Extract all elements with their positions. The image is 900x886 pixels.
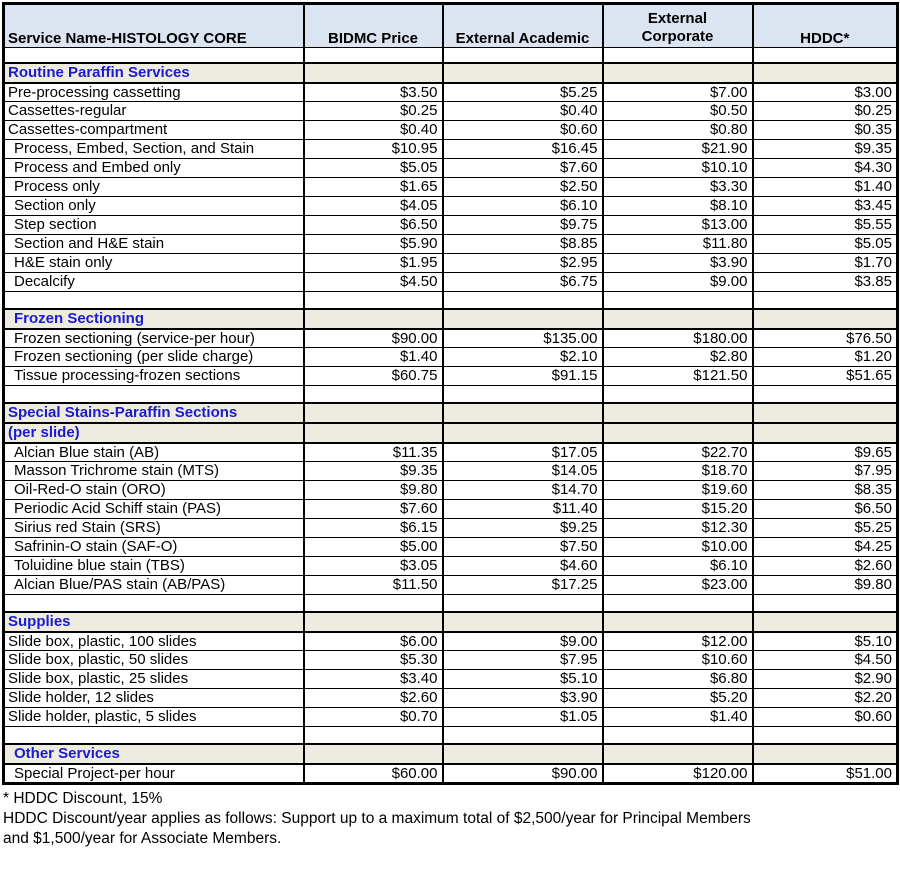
service-name-cell: Toluidine blue stain (TBS) (4, 557, 304, 576)
empty-cell (304, 744, 443, 764)
price-cell: $6.10 (443, 197, 603, 216)
table-row (4, 764, 898, 784)
price-cell: $14.05 (443, 462, 603, 481)
price-cell: $11.35 (304, 443, 443, 462)
price-cell: $0.25 (304, 102, 443, 121)
price-cell: $0.25 (753, 102, 898, 121)
table-row (4, 273, 898, 292)
price-cell: $0.40 (443, 102, 603, 121)
price-cell: $8.10 (603, 197, 753, 216)
price-cell: $3.85 (753, 273, 898, 292)
price-cell: $7.50 (443, 538, 603, 557)
price-cell: $2.95 (443, 254, 603, 273)
price-cell: $1.40 (304, 348, 443, 367)
service-name-cell: Tissue processing-frozen sections (4, 367, 304, 386)
empty-cell (603, 612, 753, 632)
empty-cell (753, 612, 898, 632)
price-cell: $9.35 (304, 462, 443, 481)
column-header-service-name (4, 4, 304, 48)
empty-cell (443, 595, 603, 612)
price-cell: $5.25 (443, 83, 603, 102)
table-row (4, 216, 898, 235)
empty-cell (753, 309, 898, 329)
price-cell: $10.60 (603, 651, 753, 670)
price-cell: $9.35 (753, 140, 898, 159)
table-body (4, 48, 898, 784)
price-cell: $12.00 (603, 632, 753, 651)
service-name-cell: Pre-processing cassetting (4, 83, 304, 102)
price-cell: $8.35 (753, 481, 898, 500)
empty-cell (603, 403, 753, 423)
table-row (4, 254, 898, 273)
table-row (4, 481, 898, 500)
empty-cell (603, 63, 753, 83)
price-cell: $2.80 (603, 348, 753, 367)
section-header-row (4, 63, 898, 83)
section-title-cell: Other Services (4, 744, 304, 764)
column-header-bidmc-price-label: BIDMC Price (327, 29, 419, 47)
section-title-cell: (per slide) (4, 423, 304, 443)
price-cell: $1.05 (443, 708, 603, 727)
price-cell: $51.65 (753, 367, 898, 386)
price-cell: $0.40 (304, 121, 443, 140)
empty-cell (603, 386, 753, 403)
price-cell: $1.20 (753, 348, 898, 367)
empty-cell (4, 386, 304, 403)
table-row (4, 557, 898, 576)
empty-cell (603, 48, 753, 63)
empty-cell (603, 727, 753, 744)
section-header-row (4, 423, 898, 443)
price-cell: $0.70 (304, 708, 443, 727)
empty-cell (443, 48, 603, 63)
price-cell: $10.95 (304, 140, 443, 159)
empty-cell (443, 423, 603, 443)
price-cell: $4.50 (753, 651, 898, 670)
price-cell: $2.60 (304, 689, 443, 708)
price-cell: $5.00 (304, 538, 443, 557)
section-header-row (4, 612, 898, 632)
table-row (4, 500, 898, 519)
price-cell: $2.50 (443, 178, 603, 197)
table-row (4, 708, 898, 727)
section-header-row (4, 403, 898, 423)
price-cell: $3.90 (603, 254, 753, 273)
price-cell: $90.00 (443, 764, 603, 784)
empty-cell (753, 63, 898, 83)
empty-cell (304, 63, 443, 83)
empty-cell (603, 744, 753, 764)
table-row (4, 178, 898, 197)
section-title-cell: Routine Paraffin Services (4, 63, 304, 83)
empty-cell (603, 423, 753, 443)
service-name-cell: Special Project-per hour (4, 764, 304, 784)
price-cell: $6.50 (304, 216, 443, 235)
price-cell: $1.40 (753, 178, 898, 197)
price-cell: $9.80 (304, 481, 443, 500)
price-cell: $60.75 (304, 367, 443, 386)
service-name-cell: Masson Trichrome stain (MTS) (4, 462, 304, 481)
empty-cell (443, 292, 603, 309)
price-cell: $9.00 (443, 632, 603, 651)
price-cell: $5.90 (304, 235, 443, 254)
price-cell: $10.10 (603, 159, 753, 178)
price-cell: $5.30 (304, 651, 443, 670)
price-cell: $15.20 (603, 500, 753, 519)
empty-cell (304, 309, 443, 329)
table-row (4, 83, 898, 102)
price-cell: $4.05 (304, 197, 443, 216)
price-cell: $0.60 (753, 708, 898, 727)
section-header-row (4, 309, 898, 329)
price-cell: $3.40 (304, 670, 443, 689)
spacer-row (4, 386, 898, 403)
table-row (4, 235, 898, 254)
price-cell: $0.35 (753, 121, 898, 140)
column-header-service-name-label: Service Name-HISTOLOGY CORE (8, 29, 247, 47)
price-cell: $9.80 (753, 576, 898, 595)
service-name-cell: Safrinin-O stain (SAF-O) (4, 538, 304, 557)
empty-cell (753, 292, 898, 309)
table-header (4, 4, 898, 48)
price-cell: $6.50 (753, 500, 898, 519)
empty-cell (753, 386, 898, 403)
empty-cell (443, 309, 603, 329)
service-name-cell: Process and Embed only (4, 159, 304, 178)
price-cell: $5.25 (753, 519, 898, 538)
empty-cell (753, 744, 898, 764)
service-name-cell: Cassettes-regular (4, 102, 304, 121)
column-header-external-corporate (603, 4, 753, 48)
empty-cell (4, 595, 304, 612)
column-header-external-academic (443, 4, 603, 48)
price-cell: $5.55 (753, 216, 898, 235)
service-name-cell: Alcian Blue stain (AB) (4, 443, 304, 462)
price-cell: $1.70 (753, 254, 898, 273)
price-cell: $2.90 (753, 670, 898, 689)
price-cell: $11.50 (304, 576, 443, 595)
price-cell: $5.05 (304, 159, 443, 178)
histology-core-price-table (2, 2, 899, 785)
empty-cell (304, 595, 443, 612)
price-cell: $7.60 (304, 500, 443, 519)
price-cell: $0.50 (603, 102, 753, 121)
price-cell: $90.00 (304, 329, 443, 348)
price-cell: $7.95 (443, 651, 603, 670)
table-row (4, 140, 898, 159)
service-name-cell: Oil-Red-O stain (ORO) (4, 481, 304, 500)
price-cell: $6.00 (304, 632, 443, 651)
table-row (4, 462, 898, 481)
price-cell: $7.00 (603, 83, 753, 102)
price-cell: $3.05 (304, 557, 443, 576)
table-row (4, 519, 898, 538)
empty-cell (304, 423, 443, 443)
spacer-row (4, 292, 898, 309)
price-cell: $9.75 (443, 216, 603, 235)
empty-cell (603, 309, 753, 329)
price-cell: $3.00 (753, 83, 898, 102)
spacer-row (4, 595, 898, 612)
price-cell: $76.50 (753, 329, 898, 348)
price-cell: $4.30 (753, 159, 898, 178)
price-cell: $91.15 (443, 367, 603, 386)
service-name-cell: Step section (4, 216, 304, 235)
empty-cell (443, 612, 603, 632)
price-cell: $4.50 (304, 273, 443, 292)
price-cell: $2.10 (443, 348, 603, 367)
empty-cell (304, 612, 443, 632)
empty-cell (603, 595, 753, 612)
service-name-cell: Sirius red Stain (SRS) (4, 519, 304, 538)
spacer-row (4, 727, 898, 744)
price-cell: $21.90 (603, 140, 753, 159)
price-cell: $7.60 (443, 159, 603, 178)
price-cell: $3.45 (753, 197, 898, 216)
empty-cell (4, 727, 304, 744)
price-cell: $0.60 (443, 121, 603, 140)
empty-cell (443, 403, 603, 423)
service-name-cell: Alcian Blue/PAS stain (AB/PAS) (4, 576, 304, 595)
service-name-cell: Decalcify (4, 273, 304, 292)
service-name-cell: Slide box, plastic, 100 slides (4, 632, 304, 651)
service-name-cell: Section and H&E stain (4, 235, 304, 254)
table-row (4, 329, 898, 348)
price-cell: $3.50 (304, 83, 443, 102)
price-cell: $9.65 (753, 443, 898, 462)
section-title-cell: Special Stains-Paraffin Sections (4, 403, 304, 423)
service-name-cell: Periodic Acid Schiff stain (PAS) (4, 500, 304, 519)
footnote-discount-detail-line1: HDDC Discount/year applies as follows: Support up to a maximum total of $2,500/year for Principal Members (3, 809, 751, 827)
price-cell: $51.00 (753, 764, 898, 784)
service-name-cell: Section only (4, 197, 304, 216)
price-cell: $60.00 (304, 764, 443, 784)
empty-cell (443, 744, 603, 764)
empty-cell (304, 403, 443, 423)
service-name-cell: Frozen sectioning (per slide charge) (4, 348, 304, 367)
price-cell: $3.90 (443, 689, 603, 708)
price-cell: $22.70 (603, 443, 753, 462)
empty-cell (304, 292, 443, 309)
empty-cell (753, 423, 898, 443)
price-cell: $4.25 (753, 538, 898, 557)
empty-cell (603, 292, 753, 309)
column-header-hddc-label: HDDC* (800, 29, 850, 47)
price-cell: $23.00 (603, 576, 753, 595)
footnote-hddc-discount: * HDDC Discount, 15% (3, 789, 163, 807)
service-name-cell: H&E stain only (4, 254, 304, 273)
table-row (4, 443, 898, 462)
price-cell: $16.45 (443, 140, 603, 159)
section-title-cell: Supplies (4, 612, 304, 632)
price-cell: $6.10 (603, 557, 753, 576)
empty-cell (4, 292, 304, 309)
table-row (4, 538, 898, 557)
footnote-discount-detail-line2: and $1,500/year for Associate Members. (3, 830, 282, 848)
empty-cell (753, 595, 898, 612)
price-cell: $0.80 (603, 121, 753, 140)
service-name-cell: Process, Embed, Section, and Stain (4, 140, 304, 159)
column-header-bidmc-price (304, 4, 443, 48)
column-header-hddc (753, 4, 898, 48)
table-row (4, 159, 898, 178)
price-cell: $4.60 (443, 557, 603, 576)
price-cell: $1.65 (304, 178, 443, 197)
price-cell: $5.20 (603, 689, 753, 708)
empty-cell (443, 386, 603, 403)
service-name-cell: Slide box, plastic, 25 slides (4, 670, 304, 689)
price-cell: $180.00 (603, 329, 753, 348)
empty-cell (753, 403, 898, 423)
price-cell: $19.60 (603, 481, 753, 500)
price-cell: $13.00 (603, 216, 753, 235)
table-row (4, 576, 898, 595)
table-row (4, 102, 898, 121)
price-cell: $121.50 (603, 367, 753, 386)
column-header-external-corporate-label: External Corporate (641, 9, 714, 46)
empty-cell (443, 63, 603, 83)
price-cell: $6.15 (304, 519, 443, 538)
table-row (4, 197, 898, 216)
price-cell: $5.10 (443, 670, 603, 689)
table-row (4, 348, 898, 367)
empty-cell (4, 48, 304, 63)
table-row (4, 632, 898, 651)
column-header-external-academic-label: External Academic (455, 29, 590, 47)
service-name-cell: Process only (4, 178, 304, 197)
empty-cell (753, 727, 898, 744)
section-title-cell: Frozen Sectioning (4, 309, 304, 329)
price-cell: $2.20 (753, 689, 898, 708)
service-name-cell: Slide holder, 12 slides (4, 689, 304, 708)
service-name-cell: Slide box, plastic, 50 slides (4, 651, 304, 670)
price-cell: $7.95 (753, 462, 898, 481)
table-row (4, 670, 898, 689)
table-row (4, 651, 898, 670)
price-cell: $120.00 (603, 764, 753, 784)
price-cell: $1.95 (304, 254, 443, 273)
price-cell: $9.25 (443, 519, 603, 538)
header-row (4, 4, 898, 48)
price-cell: $135.00 (443, 329, 603, 348)
empty-cell (753, 48, 898, 63)
price-cell: $17.05 (443, 443, 603, 462)
service-name-cell: Frozen sectioning (service-per hour) (4, 329, 304, 348)
price-cell: $10.00 (603, 538, 753, 557)
section-header-row (4, 744, 898, 764)
table-row (4, 121, 898, 140)
footnotes (2, 789, 900, 849)
price-cell: $14.70 (443, 481, 603, 500)
price-cell: $11.40 (443, 500, 603, 519)
price-cell: $12.30 (603, 519, 753, 538)
price-cell: $11.80 (603, 235, 753, 254)
price-cell: $6.80 (603, 670, 753, 689)
spacer-row (4, 48, 898, 63)
price-cell: $17.25 (443, 576, 603, 595)
service-name-cell: Cassettes-compartment (4, 121, 304, 140)
price-cell: $5.10 (753, 632, 898, 651)
price-cell: $3.30 (603, 178, 753, 197)
price-cell: $8.85 (443, 235, 603, 254)
price-cell: $1.40 (603, 708, 753, 727)
price-cell: $5.05 (753, 235, 898, 254)
price-cell: $2.60 (753, 557, 898, 576)
empty-cell (443, 727, 603, 744)
empty-cell (304, 386, 443, 403)
empty-cell (304, 48, 443, 63)
price-cell: $6.75 (443, 273, 603, 292)
price-cell: $9.00 (603, 273, 753, 292)
empty-cell (304, 727, 443, 744)
price-cell: $18.70 (603, 462, 753, 481)
table-row (4, 689, 898, 708)
service-name-cell: Slide holder, plastic, 5 slides (4, 708, 304, 727)
table-row (4, 367, 898, 386)
